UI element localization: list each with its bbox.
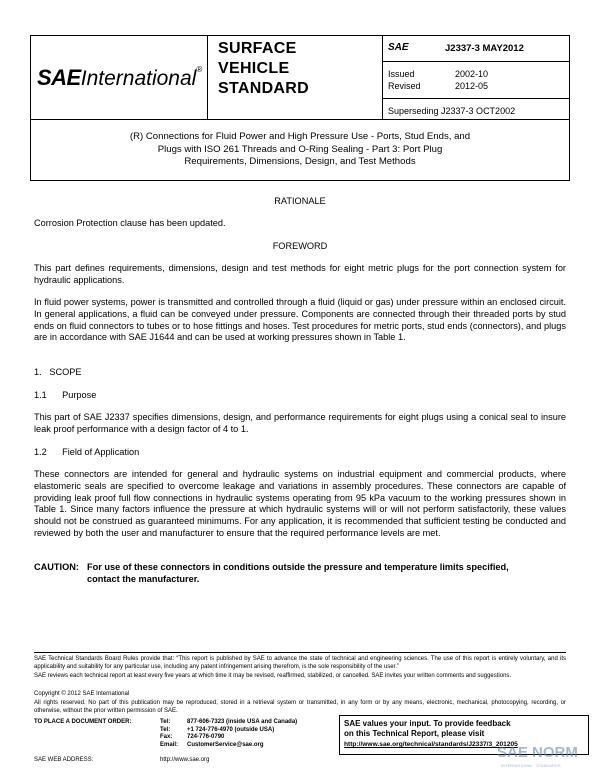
foreword-paragraph-1: This part defines requirements, dimensions, design and test methods for eight metric plugs for the port connection system for hydraulic applications. [34, 263, 566, 285]
doc-type-line-2: VEHICLE [218, 60, 290, 77]
feedback-link[interactable]: http://www.sae.org/technical/standards/J2337/3_201205 [344, 741, 518, 748]
tel2-label: Tel: [160, 726, 171, 733]
order-label: TO PLACE A DOCUMENT ORDER: [34, 719, 132, 725]
document-id-cell [383, 36, 569, 119]
purpose-text: This part of SAE J2337 specifies dimensions, design, and performance requirements for eight plugs using a conical seal to insure leak proof performance with a design factor of 4 to 1. [34, 412, 566, 434]
foreword-heading: FOREWORD [272, 241, 328, 251]
feedback-line-1: SAE values your input. To provide feedback [344, 719, 511, 728]
title-line-2: Plugs with ISO 261 Threads and O-Ring Sealing - Part 3: Port Plug [157, 143, 443, 155]
rationale-heading: RATIONALE [274, 196, 326, 206]
tel2-value: +1 724-776-4970 (outside USA) [187, 726, 275, 733]
sae-norm-watermark [497, 744, 597, 774]
title-line-3: Requirements, Dimensions, Design, and Test Methods [184, 156, 416, 167]
email-value[interactable]: CustomerService@sae.org [187, 741, 264, 748]
superseding-note: Superseding J2337-3 OCT2002 [388, 106, 516, 116]
document-title [31, 131, 569, 169]
caution-text-line-1: For use of these connectors in conditions outside the pressure and temperature limits specified, [87, 562, 509, 572]
copyright-notice: Copyright © 2012 SAE International [34, 691, 130, 697]
caution-text-line-2: contact the manufacturer. [87, 574, 200, 584]
revised-label: Revised [388, 81, 421, 91]
small-sae-logo: SAE [388, 42, 409, 53]
foreword-paragraph-2: In fluid power systems, power is transmitted and controlled through a fluid (liquid or gas) under pressure within an enclosed circuit. In general applications, a fluid can be conveyed under pressure. Components are connected through their threaded ports by stud ends on fluid connectors to tubes or to hose fittings and hoses. Test procedures for metric ports, stud ends (connectors), and plugs are in accordance with SAE J1644 and can be used at working pressures shown in Table 1. [34, 297, 566, 343]
feedback-line-2: on this Technical Report, please visit [344, 729, 485, 738]
doc-type-line-3: STANDARD [218, 80, 309, 97]
email-label: Email: [160, 741, 179, 748]
watermark-text: SAE NORM [497, 744, 578, 761]
doc-number: J2337-3 MAY2012 [445, 43, 524, 54]
issued-label: Issued [388, 69, 415, 79]
caution-label: CAUTION: [34, 562, 79, 572]
review-notice: SAE reviews each technical report at least every five years at which time it may be revised, reaffirmed, stabilized, or cancelled. SAE invites your written comments and suggestions. [34, 673, 512, 679]
watermark-subtext: INTERNATIONAL · STANDARDS [501, 763, 561, 768]
purpose-heading: 1.1 Purpose [34, 390, 97, 400]
rights-notice: All rights reserved. No part of this publication may be reproduced, stored in a retrieval system or transmitted, in any form or by any means, electronic, mechanical, photocopying, recording, or otherwise, without the prior written permission of SAE. [34, 700, 566, 714]
technical-board-rules: SAE Technical Standards Board Rules provide that: “This report is published by SAE to advance the state of technical and engineering sciences. The use of this report is entirely voluntary, and its applicability and suitability for any particular use, including any patent infringement arising therefrom, is the sole responsibility of the user.” [34, 656, 566, 670]
fax-value: 724-776-0790 [187, 734, 225, 741]
field-of-application-heading: 1.2 Field of Application [34, 447, 140, 457]
header-top-row [31, 36, 569, 120]
document-type-cell [208, 36, 383, 119]
rationale-text: Corrosion Protection clause has been updated. [34, 218, 226, 228]
footer-divider [34, 652, 566, 653]
scope-heading: 1. SCOPE [34, 367, 82, 377]
web-address-link[interactable]: http://www.sae.org [160, 757, 210, 763]
issued-value: 2002-10 [455, 69, 489, 79]
web-address-label: SAE WEB ADDRESS: [34, 757, 94, 763]
dates-row [383, 61, 569, 99]
tel-value: 877-606-7323 (inside USA and Canada) [187, 719, 298, 725]
doc-number-row [383, 36, 569, 62]
fax-label: Fax: [160, 734, 173, 741]
field-of-application-text: These connectors are intended for general and hydraulic systems on industrial equipment and commercial products, where elastomeric seals are specified to overcome leakage and variations in assembly procedures. These connectors are capable of providing leak proof full flow connections in hydraulic systems operating from 95 kPa vacuum to the working pressures shown in Table 1. Since many factors influence the pressure at which hydraulic systems will or will not perform satisfactorily, these values should not be construed as guaranteed minimums. For any application, it is recommended that sufficient testing be conducted and reviewed by both the user and manufacturer to ensure that the required performance levels are met. [34, 469, 566, 538]
tel-label: Tel: [160, 719, 171, 725]
sae-international-logo: SAEInternational® [37, 65, 203, 90]
logo-cell [31, 36, 208, 119]
revised-value: 2012-05 [455, 81, 489, 91]
document-header [30, 35, 570, 181]
title-line-1: (R) Connections for Fluid Power and High Pressure Use - Ports, Stud Ends, and [129, 131, 471, 142]
doc-type-line-1: SURFACE [218, 40, 297, 57]
